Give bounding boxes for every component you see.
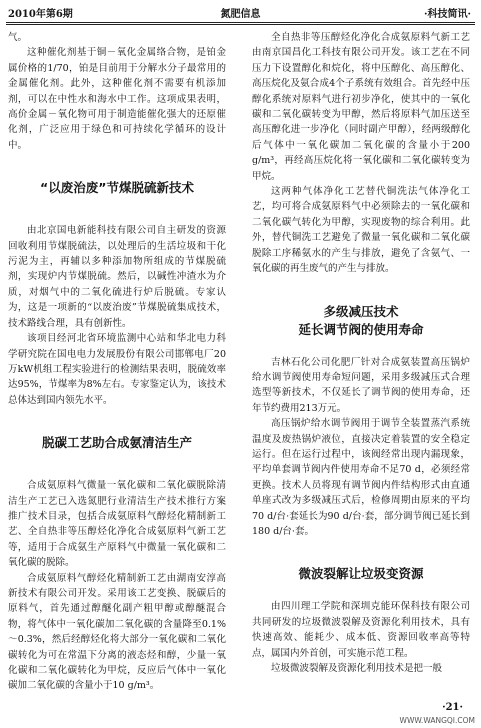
paragraph: 由北京国电新能科技有限公司自主研发的资源回收利用节煤脱硫法，以处理后的生活垃圾和干化污泥为主，再辅以多种添加物所组成的节煤脱硫剂，实现炉内节煤脱硫。然后，以碱性冲渣水为介质，对烟气中的二氧化硫进行炉后脱硫。专家认为，这是一项新的“以废治废”节煤脱硫集成技术，技术路线合理，具有创新性。 [8,225,226,329]
journal-title: 氮肥信息 [220,9,261,20]
paragraph: 垃圾微波裂解及资源化利用技术是把一般 [271,663,443,674]
page-header [0,0,481,22]
page-number: ·21· [442,702,463,713]
issue-label: 2010年第6期 [8,9,73,20]
header-rule [6,22,475,23]
paragraph: 气。 [8,32,28,43]
watermark: WWW.WANGQI.COM [399,716,475,725]
paragraph: 全自热非等压醇烃化净化合成氨原料气新工艺由南京国昌化工科技有限公司开发。该工艺在不同压力下设置醇化和烷化，将中压醇化、高压醇化、高压烷化及氨合成4个子系统有效组合。首先经中压醇化系统对原料气进行初步净化，使其中的一氧化碳和二氧化碳转变为甲醇，然后将原料气加压送至高压醇化进一步净化（同时副产甲醇），经两级醇化后气体中一氧化碳加二氧化碳的含量小于200 g/m³，再经高压烷化将一氧化碳和二氧化碳转变为甲烷。 [252,32,470,182]
paragraph: 合成氨原料气微量一氧化碳和二氧化碳脱除清洁生产工艺已入选氮肥行业清洁生产技术推行方案推广技术目录，包括合成氨原料气醇烃化精制新工艺、全自热非等压醇烃化净化合成氨原料气新工艺等，适用于合成氨生产原料气中微量一氧化碳和二氧化碳的脱除。 [8,480,226,569]
paragraph: 高压锅炉给水调节阀用于调节全装置蒸汽系统温度及废热锅炉液位，直接决定着装置的安全稳定运行。但在运行过程中，该阀经常出现内漏现象，平均单套调节阀内件使用寿命不足70 d，必须经常更换。技术人员将现有调节阀内件结构形式由直通单座式改为多级减压式后，检修周期由原来的平均70 d/台·套延长为90 d/台·套，部分调节阀已延长到180 d/台·套。 [252,418,470,537]
article-heading: 多级减压技术 [323,303,399,319]
paragraph: 合成氨原料气醇烃化精制新工艺由湖南安淳高新技术有限公司开发。采用该工艺变换、脱碳后的原料气，首先通过醇醚化副产粗甲醇或醇醚混合物，将气体中一氧化碳加二氧化碳的含量降至0.1%～0.3%，然后经醇烃化将大部分一氧化碳和二氧化碳转化为可在常温下分离的液态烃和醇，少量一氧化碳和二氧化碳转化为甲烷，反应后气体中一氧化碳加二氧化碳的含量小于10 g/m³。 [8,572,226,692]
article-heading: “以废治废”节煤脱硫新技术 [40,180,194,196]
paragraph: 由四川理工学院和深圳克能环保科技有限公司共同研发的垃圾微波裂解及资源化利用技术，具有快速高效、能耗少、成本低、资源回收率高等特点，属国内外首创，可实施示范工程。 [252,601,470,659]
section-label: ·科技简讯· [424,9,471,20]
paragraph: 吉林石化公司化肥厂针对合成氨装置高压锅炉给水调节阀使用寿命短问题，采用多级减压式合理选型等新技术，不仅延长了调节阀的使用寿命，还年节约费用213万元。 [252,356,470,414]
paragraph: 该项目经河北省环境监测中心站和华北电力科学研究院在国电电力发展股份有限公司邯郸电厂20万kW机组工程实验进行的检测结果表明，脱硫效率达95%，节煤率为8%左右。专家鉴定认为，该技术总体达到国内领先水平。 [8,333,226,406]
header-rule-thin [6,24,475,25]
article-heading: 微波裂解让垃圾变资源 [298,566,424,582]
article-heading: 延长调节阀的使用寿命 [298,321,424,337]
paragraph: 这种催化剂基于铜－氧化金属络合物，是铂金属价格的1/70，铂是目前用于分解水分子最常用的金属催化剂。此外，这种催化剂不需要有机添加剂，可以在中性水和海水中工作。这项成果表明，高价金属－氧化物可用于制造能催化强大的还原催化剂，广泛应用于绿色和可持续化学循环的设计中。 [8,47,226,151]
left-column [8,30,226,694]
article-heading: 脱碳工艺助合成氨清洁生产 [41,435,192,451]
paragraph: 这两种气体净化工艺替代铜洗法气体净化工艺，均可将合成氨原料气中必须除去的一氧化碳和二氧化碳气转化为甲醇，实现废物的综合利用。此外，替代铜洗工艺避免了微量一氧化碳和二氧化碳脱除工序稀氨水的产生与排放，避免了含氨气、一氧化碳的再生废气的产生与排放。 [252,186,470,275]
right-column [252,30,470,676]
